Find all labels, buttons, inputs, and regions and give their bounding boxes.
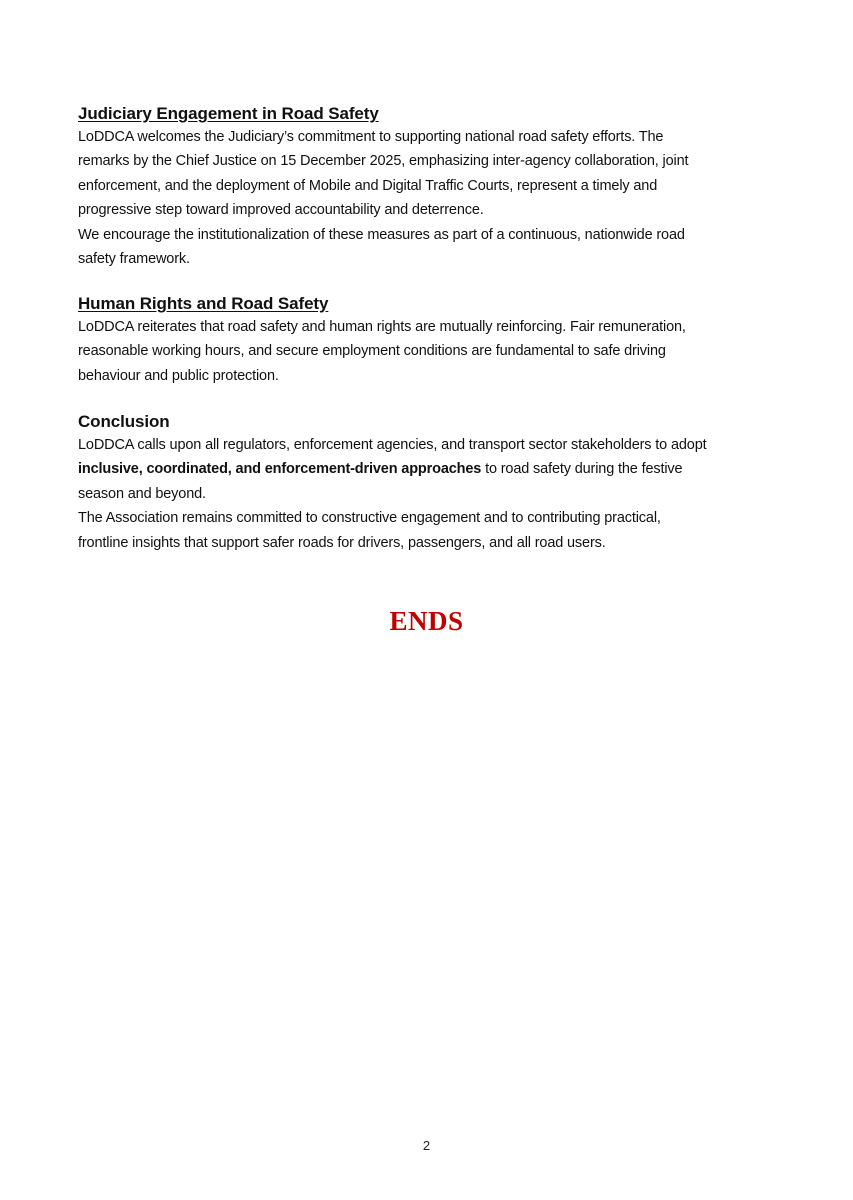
- bold-phrase: inclusive, coordinated, and enforcement-driven approaches: [78, 461, 482, 478]
- paragraph-line: The Association remains committed to constructive engagement and to contributing practical,: [78, 510, 661, 527]
- paragraph-line: reasonable working hours, and secure employment conditions are fundamental to safe driving: [78, 343, 666, 360]
- ends-marker: ENDS: [389, 606, 464, 636]
- paragraph-line: LoDDCA welcomes the Judiciary’s commitment to supporting national road safety efforts. The: [78, 129, 664, 145]
- section-heading: Judiciary Engagement in Road Safety: [78, 104, 379, 123]
- section-conclusion: [78, 411, 778, 555]
- paragraph-line: [78, 457, 778, 481]
- section-human-rights: [78, 293, 778, 388]
- section-heading: Human Rights and Road Safety: [78, 294, 329, 313]
- paragraph-line: remarks by the Chief Justice on 15 December 2025, emphasizing inter-agency collaboration, joint: [78, 153, 689, 170]
- paragraph-line: safety framework.: [78, 251, 190, 268]
- page-number: 2: [422, 1138, 431, 1153]
- paragraph-line: frontline insights that support safer roads for drivers, passengers, and all road users.: [78, 534, 606, 551]
- paragraph-line: enforcement, and the deployment of Mobile and Digital Traffic Courts, represent a timely and: [78, 177, 658, 194]
- paragraph-line: season and beyond.: [78, 485, 206, 502]
- paragraph-line: progressive step toward improved accountability and deterrence.: [78, 202, 484, 219]
- paragraph-line: LoDDCA calls upon all regulators, enforcement agencies, and transport sector stakeholders to adopt: [78, 437, 707, 453]
- paragraph-line: LoDDCA reiterates that road safety and human rights are mutually reinforcing. Fair remuneration,: [78, 319, 686, 335]
- paragraph-line: We encourage the institutionalization of these measures as part of a continuous, nationwide road: [78, 226, 685, 243]
- section-judiciary-engagement: [78, 103, 778, 271]
- section-heading: Conclusion: [78, 412, 170, 431]
- paragraph-line: behaviour and public protection.: [78, 367, 279, 384]
- paragraph-text: to road safety during the festive: [481, 461, 683, 478]
